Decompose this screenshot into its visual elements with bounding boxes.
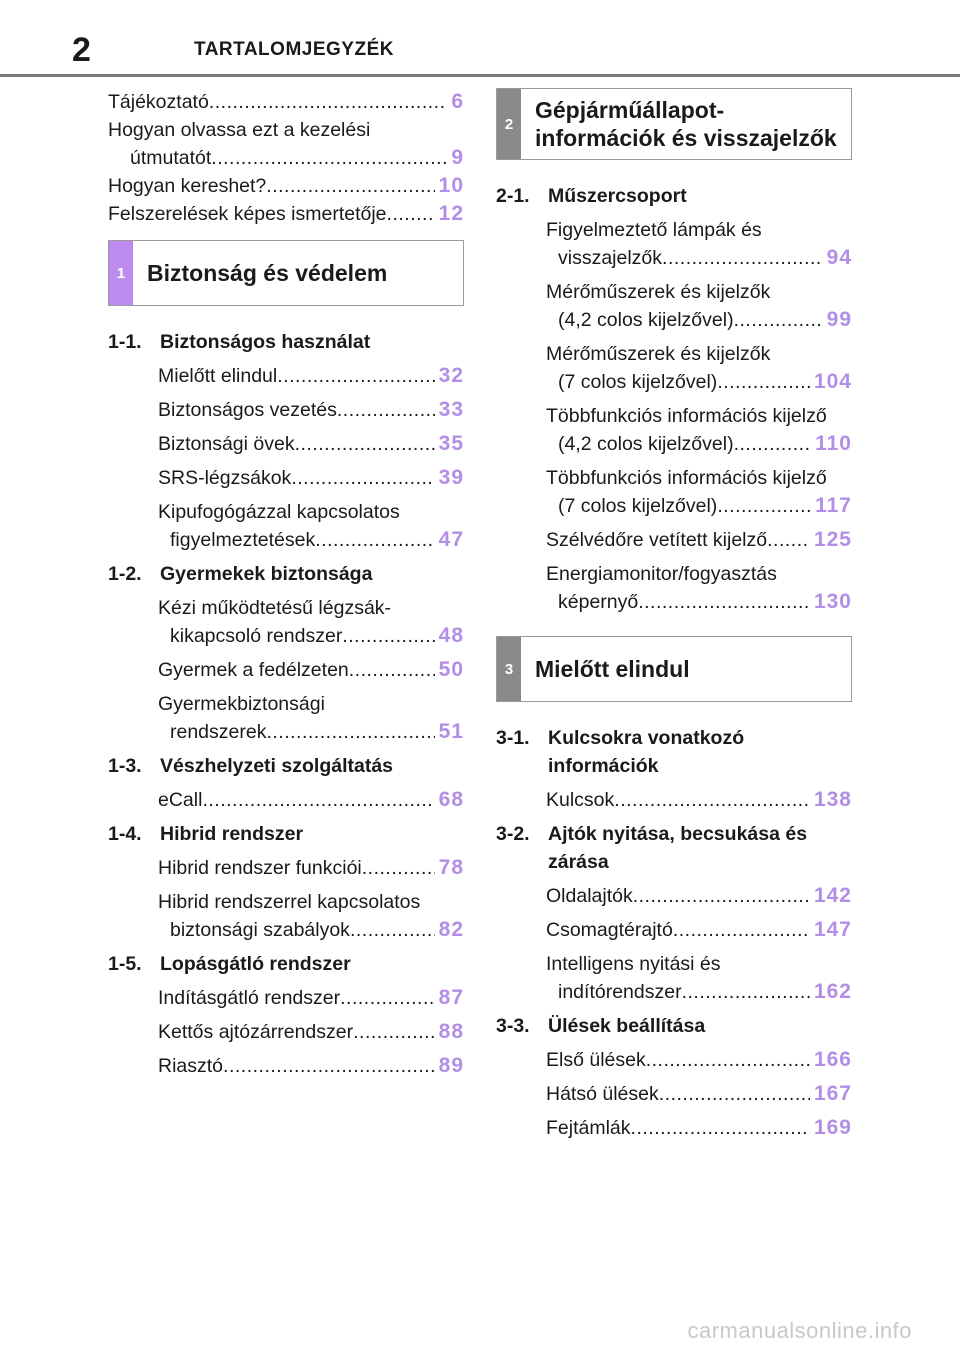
toc-entry[interactable] — [158, 362, 464, 390]
toc-entry-text: Többfunkciós információs kijelző — [546, 405, 827, 427]
toc-entry-text: eCall — [158, 789, 203, 811]
section-1-body — [108, 328, 464, 1080]
toc-entry[interactable] — [546, 340, 852, 396]
page-link[interactable]: 39 — [438, 466, 464, 489]
dot-leader — [223, 1052, 435, 1080]
dot-leader — [614, 786, 810, 814]
chapter-title-line: Hibrid rendszer — [160, 823, 304, 845]
dot-leader — [646, 1046, 810, 1074]
page-link[interactable]: 167 — [813, 1082, 852, 1105]
toc-entry-text: Kipufogógázzal kapcsolatos — [158, 501, 400, 523]
chapter-title — [160, 560, 464, 588]
dot-leader — [717, 492, 811, 520]
toc-entry[interactable] — [158, 430, 464, 458]
page-link[interactable]: 32 — [438, 364, 464, 387]
toc-entry[interactable] — [546, 1114, 852, 1142]
toc-entry[interactable] — [546, 216, 852, 272]
section-title: Mielőtt elindul — [535, 656, 690, 682]
chapter-heading[interactable] — [108, 328, 464, 356]
page-link[interactable]: 6 — [451, 90, 464, 113]
dot-leader — [387, 200, 435, 228]
toc-entry-text: Hogyan kereshet? — [108, 175, 267, 197]
page-link[interactable]: 138 — [813, 788, 852, 811]
dot-leader — [202, 786, 434, 814]
toc-entry-text: Intelligens nyitási és — [546, 953, 721, 975]
dot-leader — [717, 368, 810, 396]
page-link[interactable]: 9 — [451, 146, 464, 169]
chapter-number: 2-1. — [496, 185, 530, 207]
toc-entry-text: Oldalajtók — [546, 885, 633, 907]
toc-entry[interactable] — [546, 950, 852, 1006]
dot-leader — [734, 430, 812, 458]
dot-leader — [277, 362, 434, 390]
chapter-title — [548, 1012, 852, 1040]
toc-entry-text: SRS-légzsákok — [158, 467, 292, 489]
toc-entry-text: Hibrid rendszer funkciói — [158, 857, 362, 879]
toc-entry-text: (4,2 colos kijelzővel) — [558, 433, 734, 455]
chapter-title-line: Kulcsokra vonatkozó — [548, 727, 745, 749]
chapter-title — [548, 820, 852, 876]
section-title — [521, 96, 837, 152]
toc-entry[interactable] — [546, 560, 852, 616]
page-link[interactable]: 169 — [813, 1116, 852, 1139]
toc-entry[interactable] — [546, 464, 852, 520]
toc-entry-text: visszajelzők — [558, 247, 663, 269]
toc-entry[interactable] — [546, 278, 852, 334]
page-link[interactable]: 78 — [438, 856, 464, 879]
toc-entry-text: Indításgátló rendszer — [158, 987, 341, 1009]
page-link[interactable]: 104 — [813, 370, 852, 393]
toc-entry-text: Hátsó ülések — [546, 1083, 659, 1105]
toc-entry-text: Kézi működtetésű légzsák- — [158, 597, 392, 619]
toc-entry[interactable] — [546, 916, 852, 944]
chapter-number: 3-2. — [496, 823, 530, 845]
chapter-title-line: Gyermekek biztonsága — [160, 563, 373, 585]
page-link[interactable]: 88 — [438, 1020, 464, 1043]
toc-entry-text: (7 colos kijelzővel) — [558, 371, 718, 393]
toc-entry-text: Kettős ajtózárrendszer — [158, 1021, 354, 1043]
page-link[interactable]: 33 — [438, 398, 464, 421]
chapter-title-line: Ülések beállítása — [548, 1015, 706, 1037]
section-3-header[interactable] — [496, 636, 852, 702]
toc-entry[interactable] — [158, 984, 464, 1012]
dot-leader — [362, 854, 435, 882]
section-1-header[interactable] — [108, 240, 464, 306]
chapter-number: 3-1. — [496, 727, 530, 749]
toc-entry-text: indítórendszer — [558, 981, 682, 1003]
chapter-title — [160, 820, 464, 848]
chapter-title-line: Lopásgátló rendszer — [160, 953, 351, 975]
intro-list — [108, 88, 464, 228]
dot-leader — [673, 916, 810, 944]
section-tab: 3 — [497, 637, 521, 701]
toc-entry[interactable] — [158, 1052, 464, 1080]
page-link[interactable]: 94 — [826, 246, 852, 269]
toc-entry-text: Figyelmeztető lámpák és — [546, 219, 762, 241]
chapter-title-line: Ajtók nyitása, becsukása és — [548, 823, 808, 845]
toc-entry[interactable] — [158, 854, 464, 882]
toc-entry-text: (4,2 colos kijelzővel) — [558, 309, 734, 331]
chapter-title — [548, 182, 852, 210]
toc-entry-text: útmutatót — [130, 147, 212, 169]
toc-entry-text: Biztonsági övek — [158, 433, 295, 455]
toc-entry[interactable] — [158, 888, 464, 944]
toc-entry-text: Fejtámlák — [546, 1117, 631, 1139]
chapter-number: 1-2. — [108, 563, 142, 585]
section-tab: 2 — [497, 89, 521, 159]
toc-entry-text: Gyermek a fedélzeten — [158, 659, 349, 681]
toc-entry[interactable] — [158, 656, 464, 684]
dot-leader — [767, 526, 810, 554]
toc-entry-text: kikapcsoló rendszer — [170, 625, 343, 647]
page-title: TARTALOMJEGYZÉK — [194, 39, 394, 60]
toc-entry-text: Hibrid rendszerrel kapcsolatos — [158, 891, 421, 913]
dot-leader — [662, 244, 823, 272]
page-link[interactable]: 51 — [438, 720, 464, 743]
header-divider — [0, 74, 960, 77]
chapter-title-line: zárása — [548, 851, 609, 873]
toc-entry[interactable] — [158, 1018, 464, 1046]
left-column — [108, 88, 464, 1086]
toc-entry-text: Biztonságos vezetés — [158, 399, 337, 421]
page-number: 2 — [72, 31, 91, 69]
dot-leader — [342, 622, 434, 650]
chapter-title — [548, 724, 852, 780]
dot-leader — [295, 430, 435, 458]
dot-leader — [340, 984, 435, 1012]
section-tab: 1 — [109, 241, 133, 305]
toc-entry[interactable] — [108, 88, 464, 116]
chapter-title-line: Biztonságos használat — [160, 331, 371, 353]
page-link[interactable]: 68 — [438, 788, 464, 811]
toc-entry[interactable] — [546, 1080, 852, 1108]
page-link[interactable]: 47 — [438, 528, 464, 551]
page-link[interactable]: 110 — [815, 432, 852, 455]
toc-entry-text: Energiamonitor/fogyasztás — [546, 563, 777, 585]
page-link[interactable]: 125 — [813, 528, 852, 551]
toc-entry-text: Csomagtérajtó — [546, 919, 673, 941]
section-title: Biztonság és védelem — [147, 260, 388, 286]
chapter-number: 1-1. — [108, 331, 142, 353]
section-title-line: információk és visszajelzők — [535, 125, 837, 151]
section-title-line: Gépjárműállapot- — [535, 97, 725, 123]
toc-entry-text: képernyő — [558, 591, 639, 613]
toc-entry[interactable] — [546, 786, 852, 814]
chapter-title-line: Műszercsoport — [548, 185, 687, 207]
chapter-title — [160, 950, 464, 978]
toc-entry-text: Többfunkciós információs kijelző — [546, 467, 827, 489]
dot-leader — [349, 656, 435, 684]
section-2-header[interactable] — [496, 88, 852, 160]
chapter-heading[interactable] — [496, 820, 852, 876]
page-header — [0, 0, 960, 78]
dot-leader — [315, 526, 434, 554]
toc-entry-text: (7 colos kijelzővel) — [558, 495, 718, 517]
toc-entry-text: Mérőműszerek és kijelzők — [546, 281, 771, 303]
page-link[interactable]: 12 — [438, 202, 464, 225]
toc-entry-text: Első ülések — [546, 1049, 646, 1071]
page-link[interactable]: 166 — [813, 1048, 852, 1071]
toc-entry[interactable] — [546, 1046, 852, 1074]
chapter-heading[interactable] — [108, 560, 464, 588]
toc-entry-text: Riasztó — [158, 1055, 224, 1077]
watermark: carmanualsonline.info — [687, 1318, 912, 1343]
toc-entry-text: Gyermekbiztonsági — [158, 693, 325, 715]
chapter-title-line: Vészhelyzeti szolgáltatás — [160, 755, 394, 777]
dot-leader — [337, 396, 435, 424]
dot-leader — [350, 916, 435, 944]
page-link[interactable]: 10 — [438, 174, 464, 197]
right-column — [496, 88, 852, 1148]
toc-entry[interactable] — [158, 464, 464, 492]
toc-entry[interactable] — [108, 116, 464, 172]
toc-entry-text: Felszerelések képes ismertetője — [108, 203, 387, 225]
dot-leader — [266, 718, 434, 746]
chapter-title — [160, 328, 464, 356]
dot-leader — [734, 306, 823, 334]
toc-entry[interactable] — [546, 882, 852, 910]
chapter-title-line: információk — [548, 755, 659, 777]
toc-entry[interactable] — [158, 396, 464, 424]
toc-entry-text: Szélvédőre vetített kijelző — [546, 529, 768, 551]
dot-leader — [633, 882, 810, 910]
chapter-heading[interactable] — [496, 1012, 852, 1040]
page-link[interactable]: 50 — [438, 658, 464, 681]
dot-leader — [266, 172, 434, 200]
chapter-title — [160, 752, 464, 780]
page-link[interactable]: 99 — [826, 308, 852, 331]
toc-entry[interactable] — [546, 402, 852, 458]
toc-entry-text: Kulcsok — [546, 789, 615, 811]
page-link[interactable]: 89 — [438, 1054, 464, 1077]
chapter-heading[interactable] — [496, 724, 852, 780]
dot-leader — [209, 88, 448, 116]
section-3-body — [496, 724, 852, 1142]
page-link[interactable]: 162 — [813, 980, 852, 1003]
chapter-heading[interactable] — [108, 752, 464, 780]
toc-entry[interactable] — [158, 786, 464, 814]
toc-entry[interactable] — [158, 498, 464, 554]
toc-entry[interactable] — [108, 200, 464, 228]
chapter-number: 1-3. — [108, 755, 142, 777]
page-link[interactable]: 142 — [813, 884, 852, 907]
page-link[interactable]: 82 — [438, 918, 464, 941]
chapter-number: 3-3. — [496, 1015, 530, 1037]
toc-entry-text: Hogyan olvassa ezt a kezelési — [108, 119, 371, 141]
page-link[interactable]: 48 — [438, 624, 464, 647]
dot-leader — [682, 978, 810, 1006]
dot-leader — [638, 588, 810, 616]
dot-leader — [291, 464, 434, 492]
chapter-number: 1-4. — [108, 823, 142, 845]
section-2-body — [496, 182, 852, 616]
toc-entry[interactable] — [546, 526, 852, 554]
toc-entry[interactable] — [158, 594, 464, 650]
toc-entry-text: Mielőtt elindul — [158, 365, 278, 387]
dot-leader — [211, 144, 447, 172]
dot-leader — [353, 1018, 435, 1046]
toc-entry-text: biztonsági szabályok — [170, 919, 350, 941]
page-link[interactable]: 87 — [438, 986, 464, 1009]
toc-entry[interactable] — [158, 690, 464, 746]
toc-entry-text: Mérőműszerek és kijelzők — [546, 343, 771, 365]
page-link[interactable]: 147 — [813, 918, 852, 941]
toc-entry[interactable] — [108, 172, 464, 200]
page-link[interactable]: 35 — [438, 432, 464, 455]
chapter-heading[interactable] — [496, 182, 852, 210]
toc-entry-text: figyelmeztetések — [170, 529, 316, 551]
dot-leader — [631, 1114, 810, 1142]
page-link[interactable]: 130 — [813, 590, 852, 613]
chapter-heading[interactable] — [108, 820, 464, 848]
toc-entry-text: Tájékoztató — [108, 91, 209, 113]
dot-leader — [659, 1080, 810, 1108]
toc-entry-text: rendszerek — [170, 721, 267, 743]
chapter-number: 1-5. — [108, 953, 142, 975]
chapter-heading[interactable] — [108, 950, 464, 978]
page-link[interactable]: 117 — [815, 494, 852, 517]
